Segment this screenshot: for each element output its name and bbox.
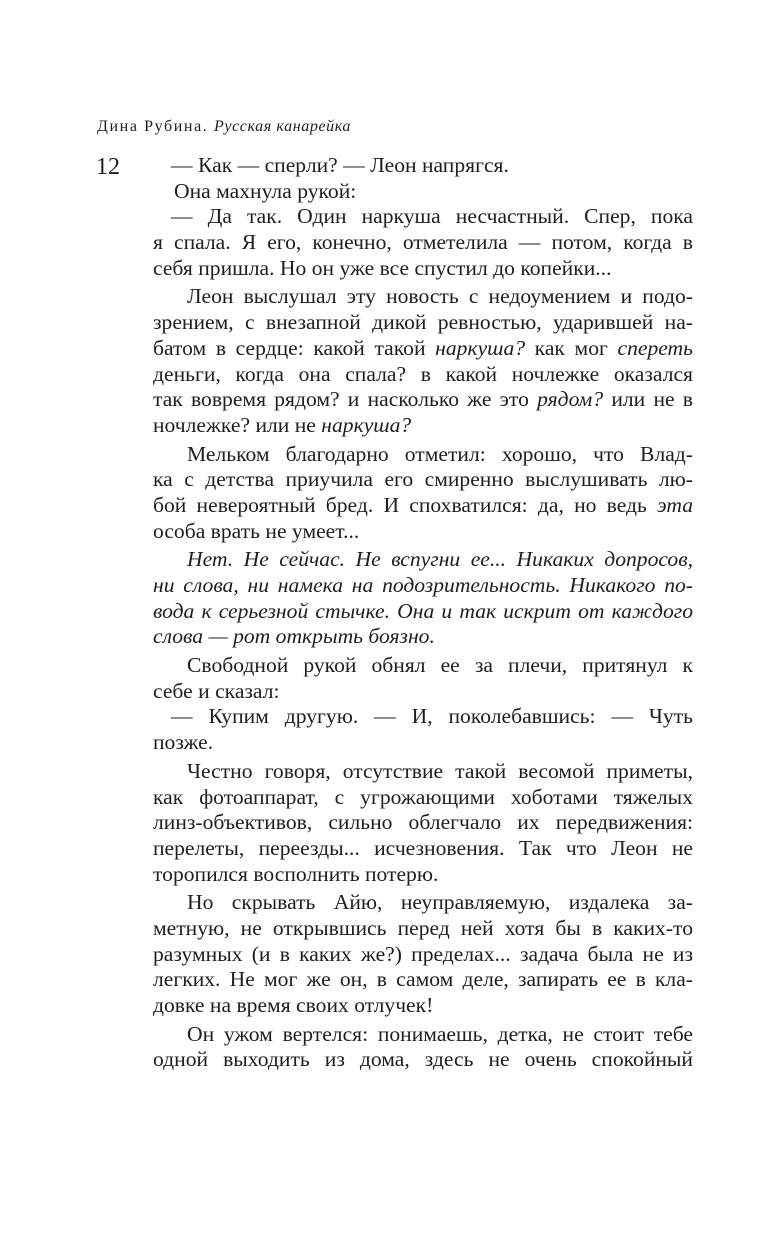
text-line: Он ужом вертелся: понимаешь, детка, не стоит тебе xyxy=(187,1021,693,1046)
text-segment: бой невероятный бред. И спохватился: да, но ведь xyxy=(153,492,658,517)
text-line: зрением, с внезапной дикой ревностью, ударившей на- xyxy=(153,310,693,335)
italic-segment: эта xyxy=(657,492,693,517)
text-line: Она махнула рукой: xyxy=(174,178,357,203)
italic-segment: наркуша? xyxy=(321,412,412,437)
text-line: разумных (и в каких же?) пределах... задача была не из xyxy=(153,941,693,966)
text-line xyxy=(153,387,693,413)
text-line: Честно говоря, отсутствие такой весомой приметы, xyxy=(187,758,693,783)
text-line: как фотоаппарат, с угрожающими хоботами тяжелых xyxy=(153,784,693,809)
text-line: Но скрывать Айю, неуправляемую, издалека за- xyxy=(187,890,693,915)
text-line: легких. Не мог же он, в самом деле, запирать ее в кла- xyxy=(153,967,693,992)
text-segment: как мог xyxy=(525,335,618,360)
text-line xyxy=(153,493,693,519)
text-line: вода к серьезной стычке. Она и так искрит от каждого xyxy=(153,598,693,623)
text-line: Нет. Не сейчас. Не вспугни ее... Никаких допросов, xyxy=(187,547,693,572)
page-number: 12 xyxy=(96,154,120,180)
text-line xyxy=(153,413,693,439)
text-line: — Да так. Один наркуша несчастный. Спер, пока xyxy=(171,204,693,229)
text-line: — Как — сперли? — Леон напрягся. xyxy=(171,153,509,177)
italic-segment: рядом? xyxy=(537,387,604,412)
text-line: метную, не открывшись перед ней хотя бы в каких-то xyxy=(153,915,693,940)
text-line: ка с детства приучила его смиренно выслушивать лю- xyxy=(153,467,693,492)
text-line: Леон выслушал эту новость с недоумением и подо- xyxy=(187,284,693,309)
text-line: одной выходить из дома, здесь не очень спокойный xyxy=(153,1047,693,1072)
text-line: слова — рот открыть боязно. xyxy=(153,624,435,649)
text-line: себя пришла. Но он уже все спустил до копейки... xyxy=(153,255,612,280)
text-segment: батом в сердце: какой такой xyxy=(153,335,436,360)
text-line xyxy=(153,336,693,362)
text-segment: ночлежке? или не xyxy=(153,412,322,437)
text-line: ни слова, ни намека на подозрительность. Никакого по- xyxy=(153,573,693,597)
text-segment: или не в xyxy=(603,387,693,412)
text-segment: так вовремя рядом? и насколько же это xyxy=(153,387,538,412)
text-line: — Купим другую. — И, поколебавшись: — Чуть xyxy=(171,704,693,729)
text-line: торопился восполнить потерю. xyxy=(153,861,439,886)
text-line: особа врать не умеет... xyxy=(153,518,360,543)
text-line: довке на время своих отлучек! xyxy=(153,993,434,1017)
italic-segment: наркуша? xyxy=(435,335,526,360)
text-line: Мельком благодарно отметил: хорошо, что Влад- xyxy=(187,441,693,466)
text-line: позже. xyxy=(153,730,214,755)
text-line: перелеты, переезды... исчезновения. Так что Леон не xyxy=(153,835,693,860)
body-text xyxy=(153,153,693,1073)
italic-segment: ь xyxy=(683,335,693,360)
book-title: Русская канарейка xyxy=(214,118,352,135)
running-head xyxy=(97,118,351,136)
text-line: деньги, когда она спала? в какой ночлежке оказался xyxy=(153,361,693,386)
text-line: я спала. Я его, конечно, отметелила — потом, когда в xyxy=(153,230,693,255)
text-line: линз-объективов, сильно облегчало их передвижения: xyxy=(153,810,693,835)
italic-segment: сперет xyxy=(617,335,684,360)
author-name: Дина Рубина. xyxy=(97,118,209,135)
text-line: Свободной рукой обнял ее за плечи, притянул к xyxy=(187,653,693,678)
text-line: себе и сказал: xyxy=(153,678,280,703)
